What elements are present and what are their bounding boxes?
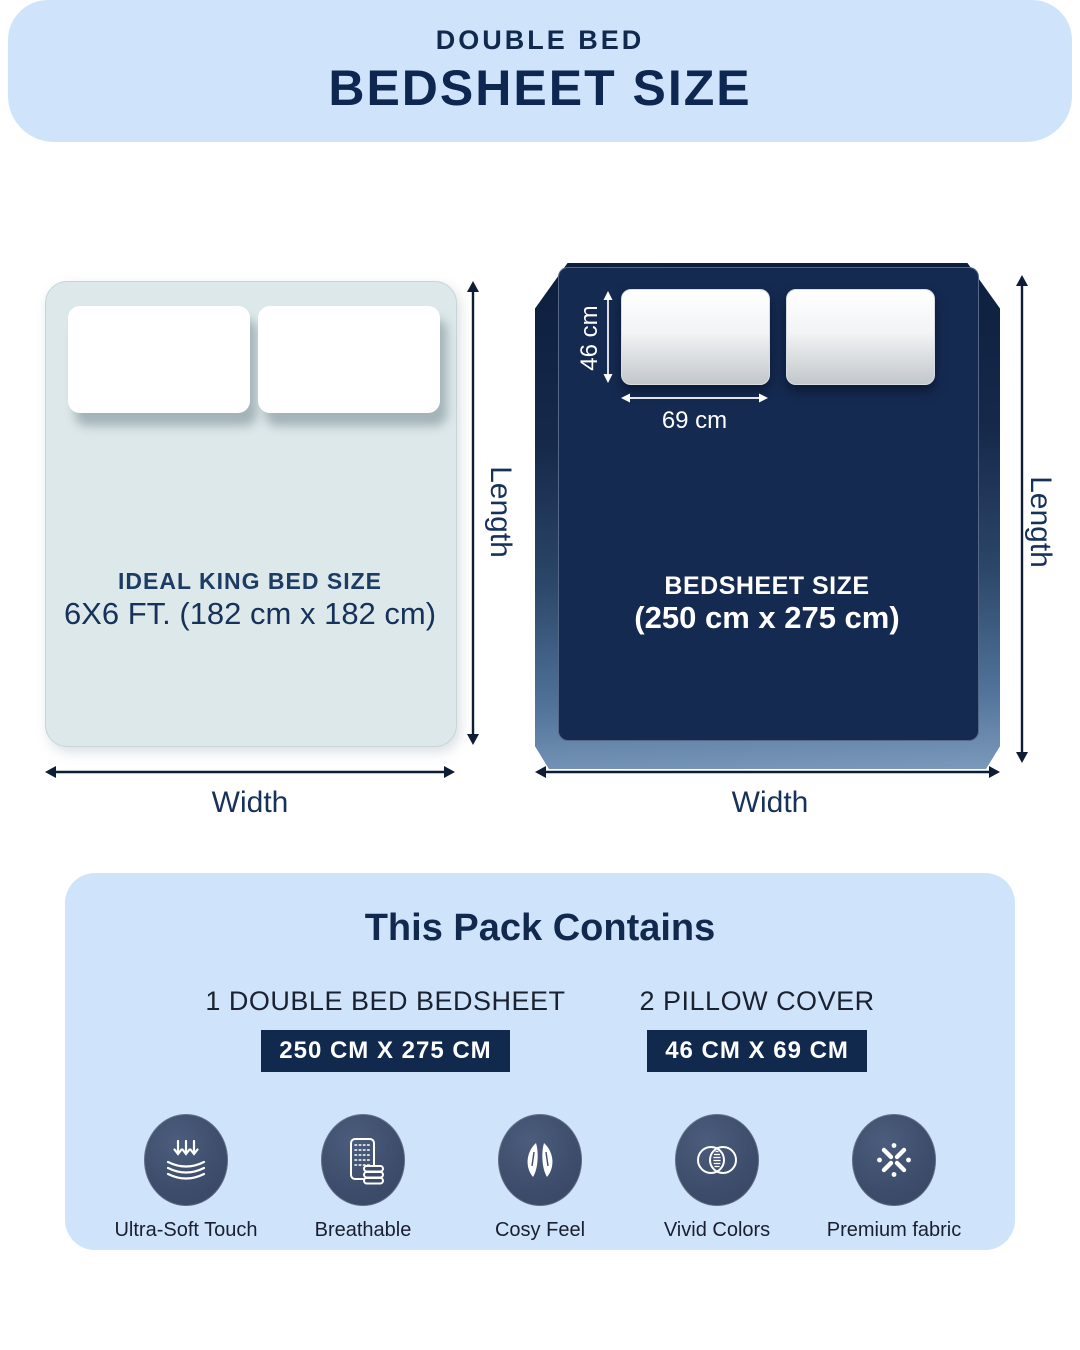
soft-touch-icon <box>144 1114 228 1206</box>
feature-label: Ultra-Soft Touch <box>114 1219 258 1241</box>
sheet-pillow-right <box>786 289 935 385</box>
pillow-width-label: 69 cm <box>661 407 728 434</box>
bedsheet-dimensions: (250 cm x 275 cm) <box>634 600 900 635</box>
king-bed-dimensions: 6X6 FT. (182 cm x 182 cm) <box>63 596 437 631</box>
width-arrow-left-bed <box>45 764 455 780</box>
pack-item-label: 2 PILLOW COVER <box>639 986 875 1016</box>
sheet-pillow-left <box>621 289 770 385</box>
feature-vivid-colors <box>640 1114 795 1242</box>
header-banner <box>8 0 1072 142</box>
length-label-left-bed: Length <box>484 466 517 558</box>
pillow-width-arrow <box>621 392 768 404</box>
page-title: BEDSHEET SIZE <box>328 60 752 116</box>
cosy-feel-icon <box>498 1114 582 1206</box>
pack-title: This Pack Contains <box>364 907 716 949</box>
pillow-height-label: 46 cm <box>576 305 603 371</box>
size-badge: 250 CM X 275 CM <box>261 1030 509 1072</box>
feature-label: Cosy Feel <box>494 1219 586 1241</box>
pack-item-label: 1 DOUBLE BED BEDSHEET <box>205 986 566 1016</box>
size-badge: 46 CM X 69 CM <box>647 1030 867 1072</box>
left-bed-pillow-left <box>68 306 250 413</box>
vivid-colors-icon <box>675 1114 759 1206</box>
feature-breathable <box>286 1114 441 1242</box>
feature-soft-touch <box>109 1114 264 1242</box>
feature-premium-fabric <box>817 1114 972 1242</box>
width-label-bedsheet: Width <box>731 786 809 819</box>
header-subtitle: DOUBLE BED <box>435 25 645 55</box>
length-arrow-left-bed <box>465 281 481 745</box>
pack-items <box>65 986 1015 1072</box>
width-arrow-bedsheet <box>535 764 1000 780</box>
feature-label: Premium fabric <box>826 1219 962 1241</box>
breathable-icon <box>321 1114 405 1206</box>
feature-list <box>65 1114 1015 1242</box>
premium-fabric-icon <box>852 1114 936 1206</box>
feature-label: Breathable <box>314 1219 412 1241</box>
pack-contents-panel <box>65 873 1015 1250</box>
bedsheet-caption: BEDSHEET SIZE <box>664 572 870 600</box>
king-bed-caption: IDEAL KING BED SIZE <box>118 568 382 594</box>
pack-item-bedsheet <box>205 986 565 1072</box>
width-label-left-bed: Width <box>211 786 289 819</box>
length-label-bedsheet: Length <box>1024 476 1057 568</box>
feature-cosy-feel <box>463 1114 618 1242</box>
left-bed-pillow-right <box>258 306 440 413</box>
feature-label: Vivid Colors <box>663 1219 771 1241</box>
pack-item-pillow-cover <box>640 986 875 1072</box>
